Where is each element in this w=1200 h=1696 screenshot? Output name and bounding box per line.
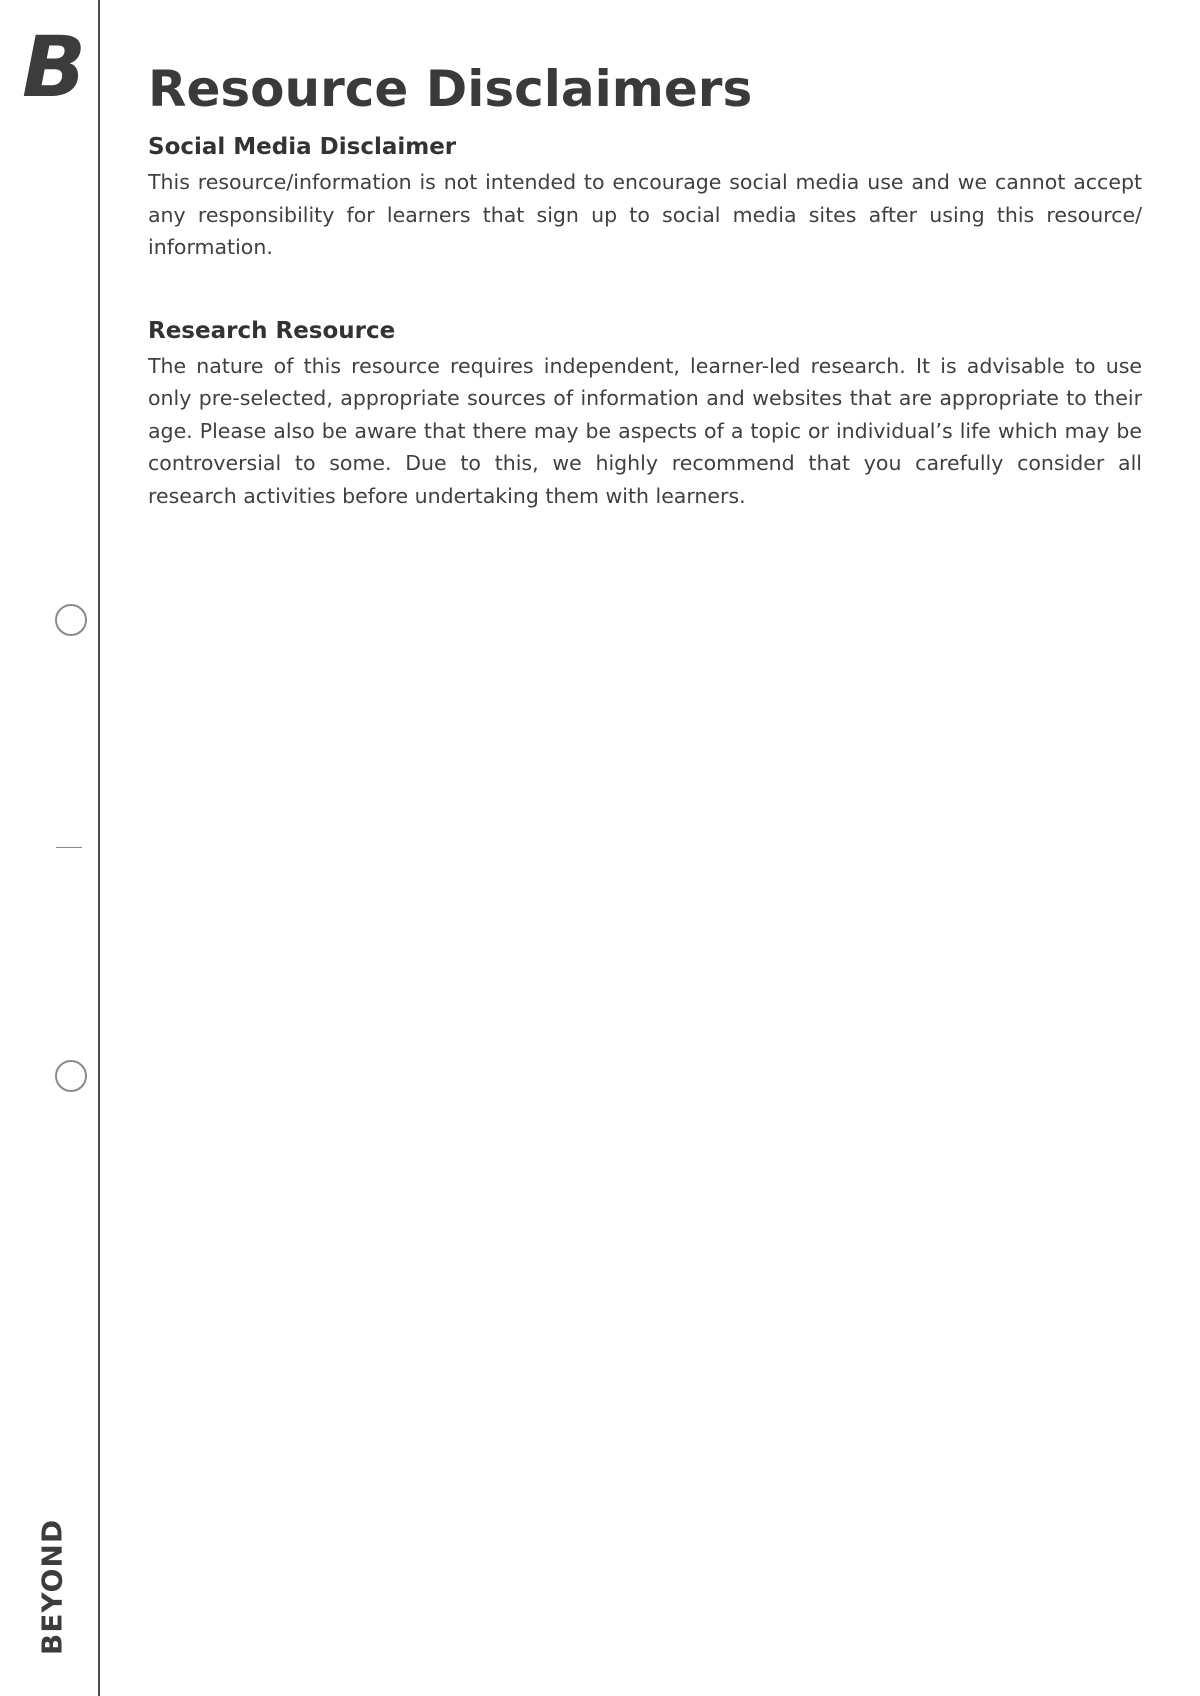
social-media-disclaimer-section [148, 132, 1142, 264]
page-title: Resource Disclaimers [148, 60, 753, 118]
fold-mark [56, 847, 82, 848]
section-heading: Social Media Disclaimer [148, 134, 457, 160]
punch-hole-top [55, 604, 87, 636]
page-content [148, 58, 1142, 512]
section-body: This resource/information is not intended to encourage social media use and we cannot accept any responsibility for learners that sign up to social media sites after using this resource/ information. [148, 170, 1142, 259]
beyond-logo-mark: B [22, 18, 87, 116]
section-heading: Research Resource [148, 317, 396, 344]
punch-hole-bottom [55, 1060, 87, 1092]
research-resource-section [148, 316, 1142, 513]
margin-rule [98, 0, 100, 1696]
beyond-wordmark: BEYOND [35, 1518, 69, 1656]
section-body: The nature of this resource requires independent, learner-led research. It is advisable to use only pre-selected, appropriate sources of information and websites that are appropriate to their age. Please also be aware that there may be aspects of a topic or individual’s life which may be controversial to some. Due to this, we highly recommend that you carefully consider all research activities before undertaking them with learners. [148, 353, 1142, 508]
